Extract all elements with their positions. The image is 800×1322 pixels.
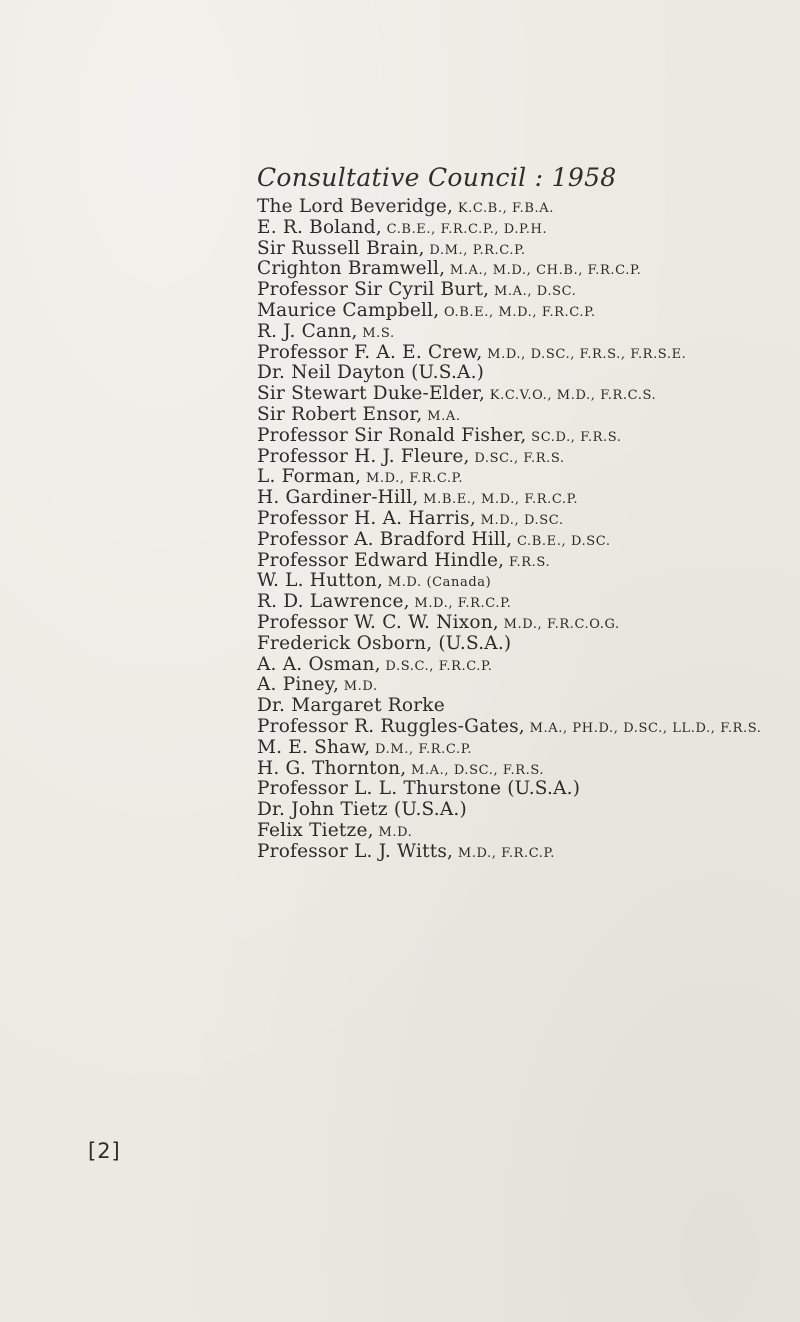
member-qualifications: K.C.V.O., M.D., F.R.C.S.	[485, 388, 657, 404]
member-name: E. R. Boland,	[257, 216, 382, 238]
member-name: Sir Stewart Duke-Elder,	[257, 383, 486, 405]
list-item	[257, 301, 761, 322]
member-name: A. A. Osman,	[257, 653, 381, 675]
list-item	[257, 447, 761, 468]
list-item	[257, 509, 761, 530]
member-qualifications: M.A., PH.D., D.SC., LL.D., F.R.S.	[524, 720, 762, 736]
member-qualifications: M.D. (Canada)	[383, 575, 492, 591]
list-item	[257, 717, 761, 738]
member-qualifications: M.D., D.SC., F.R.S., F.R.S.E.	[482, 346, 687, 362]
member-name: Sir Robert Ensor,	[257, 403, 423, 425]
member-name: Dr. John Tietz (U.S.A.)	[257, 799, 467, 821]
list-item	[257, 218, 761, 239]
member-name: Professor Edward Hindle,	[257, 549, 505, 571]
list-item	[257, 592, 761, 613]
list-item	[257, 655, 761, 676]
member-name: Frederick Osborn, (U.S.A.)	[257, 632, 512, 654]
member-name: Sir Russell Brain,	[257, 237, 425, 259]
member-qualifications: F.R.S.	[504, 554, 551, 570]
list-item	[257, 384, 761, 405]
member-qualifications: M.D., D.SC.	[475, 512, 564, 528]
list-item	[257, 675, 761, 696]
member-name: Professor L. J. Witts,	[257, 840, 454, 862]
list-item	[257, 530, 761, 551]
member-qualifications: M.A., D.SC.	[489, 284, 577, 300]
member-name: Professor H. A. Harris,	[257, 507, 476, 529]
member-name: W. L. Hutton,	[257, 570, 384, 592]
list-item	[257, 488, 761, 509]
page-title: Consultative Council : 1958	[257, 163, 617, 192]
list-item	[257, 842, 761, 863]
list-item	[257, 821, 761, 842]
list-item	[257, 343, 761, 364]
list-item	[257, 696, 761, 717]
list-item	[257, 322, 761, 343]
member-qualifications: K.C.B., F.B.A.	[453, 201, 554, 216]
member-name: Professor A. Bradford Hill,	[257, 528, 513, 550]
list-item	[257, 426, 761, 447]
member-name: Professor H. J. Fleure,	[257, 445, 470, 467]
member-qualifications: M.D.	[339, 679, 378, 695]
member-name: Maurice Campbell,	[257, 299, 440, 321]
member-qualifications: D.M., P.R.C.P.	[424, 242, 526, 258]
member-name: Professor W. C. W. Nixon,	[257, 611, 499, 633]
member-qualifications: M.D., F.R.C.P.	[453, 845, 555, 861]
member-qualifications: M.A.	[422, 408, 461, 424]
page-number: [2]	[88, 1139, 121, 1163]
member-name: Dr. Neil Dayton (U.S.A.)	[257, 362, 485, 384]
list-item	[257, 363, 761, 384]
member-qualifications: M.A., D.SC., F.R.S.	[406, 762, 545, 778]
member-name: The Lord Beveridge,	[257, 196, 454, 217]
member-qualifications: O.B.E., M.D., F.R.C.P.	[439, 304, 596, 320]
member-name: Professor R. Ruggles-Gates,	[257, 715, 525, 737]
member-qualifications: SC.D., F.R.S.	[526, 429, 622, 445]
list-item	[257, 613, 761, 634]
member-name: Professor Sir Ronald Fisher,	[257, 424, 527, 446]
list-item	[257, 571, 761, 592]
member-name: R. J. Cann,	[257, 320, 358, 342]
member-name: Crighton Bramwell,	[257, 258, 446, 280]
list-item	[257, 779, 761, 800]
list-item	[257, 239, 761, 260]
list-item	[257, 197, 761, 218]
member-name: H. Gardiner-Hill,	[257, 487, 419, 509]
member-qualifications: M.D., F.R.C.P.	[361, 471, 464, 487]
list-item	[257, 634, 761, 655]
list-item	[257, 551, 761, 572]
list-item	[257, 759, 761, 780]
member-name: L. Forman,	[257, 466, 362, 488]
member-name: R. D. Lawrence,	[257, 591, 410, 613]
member-qualifications: C.B.E., D.SC.	[512, 533, 611, 549]
list-item	[257, 280, 761, 301]
member-qualifications: M.D.	[373, 824, 413, 840]
member-name: Professor Sir Cyril Burt,	[257, 279, 490, 301]
member-qualifications: D.SC., F.R.S.	[469, 450, 565, 466]
list-item	[257, 738, 761, 759]
member-name: Professor L. L. Thurstone (U.S.A.)	[257, 778, 581, 800]
member-name: M. E. Shaw,	[257, 736, 371, 758]
member-name: Professor F. A. E. Crew,	[257, 341, 483, 363]
member-qualifications: D.S.C., F.R.C.P.	[380, 658, 493, 674]
member-qualifications: M.S.	[357, 325, 395, 341]
member-qualifications: D.M., F.R.C.P.	[370, 741, 473, 757]
member-name: H. G. Thornton,	[257, 757, 407, 779]
list-item	[257, 467, 761, 488]
member-list	[257, 197, 761, 863]
member-qualifications: M.D., F.R.C.P.	[409, 596, 512, 612]
member-qualifications: M.A., M.D., CH.B., F.R.C.P.	[445, 263, 642, 279]
member-name: Dr. Margaret Rorke	[257, 695, 445, 717]
list-item	[257, 405, 761, 426]
member-name: A. Piney,	[257, 674, 340, 696]
list-item	[257, 800, 761, 821]
list-item	[257, 259, 761, 280]
member-name: Felix Tietze,	[257, 819, 374, 841]
member-qualifications: M.D., F.R.C.O.G.	[498, 616, 620, 632]
member-qualifications: C.B.E., F.R.C.P., D.P.H.	[381, 221, 548, 237]
member-qualifications: M.B.E., M.D., F.R.C.P.	[418, 492, 579, 508]
